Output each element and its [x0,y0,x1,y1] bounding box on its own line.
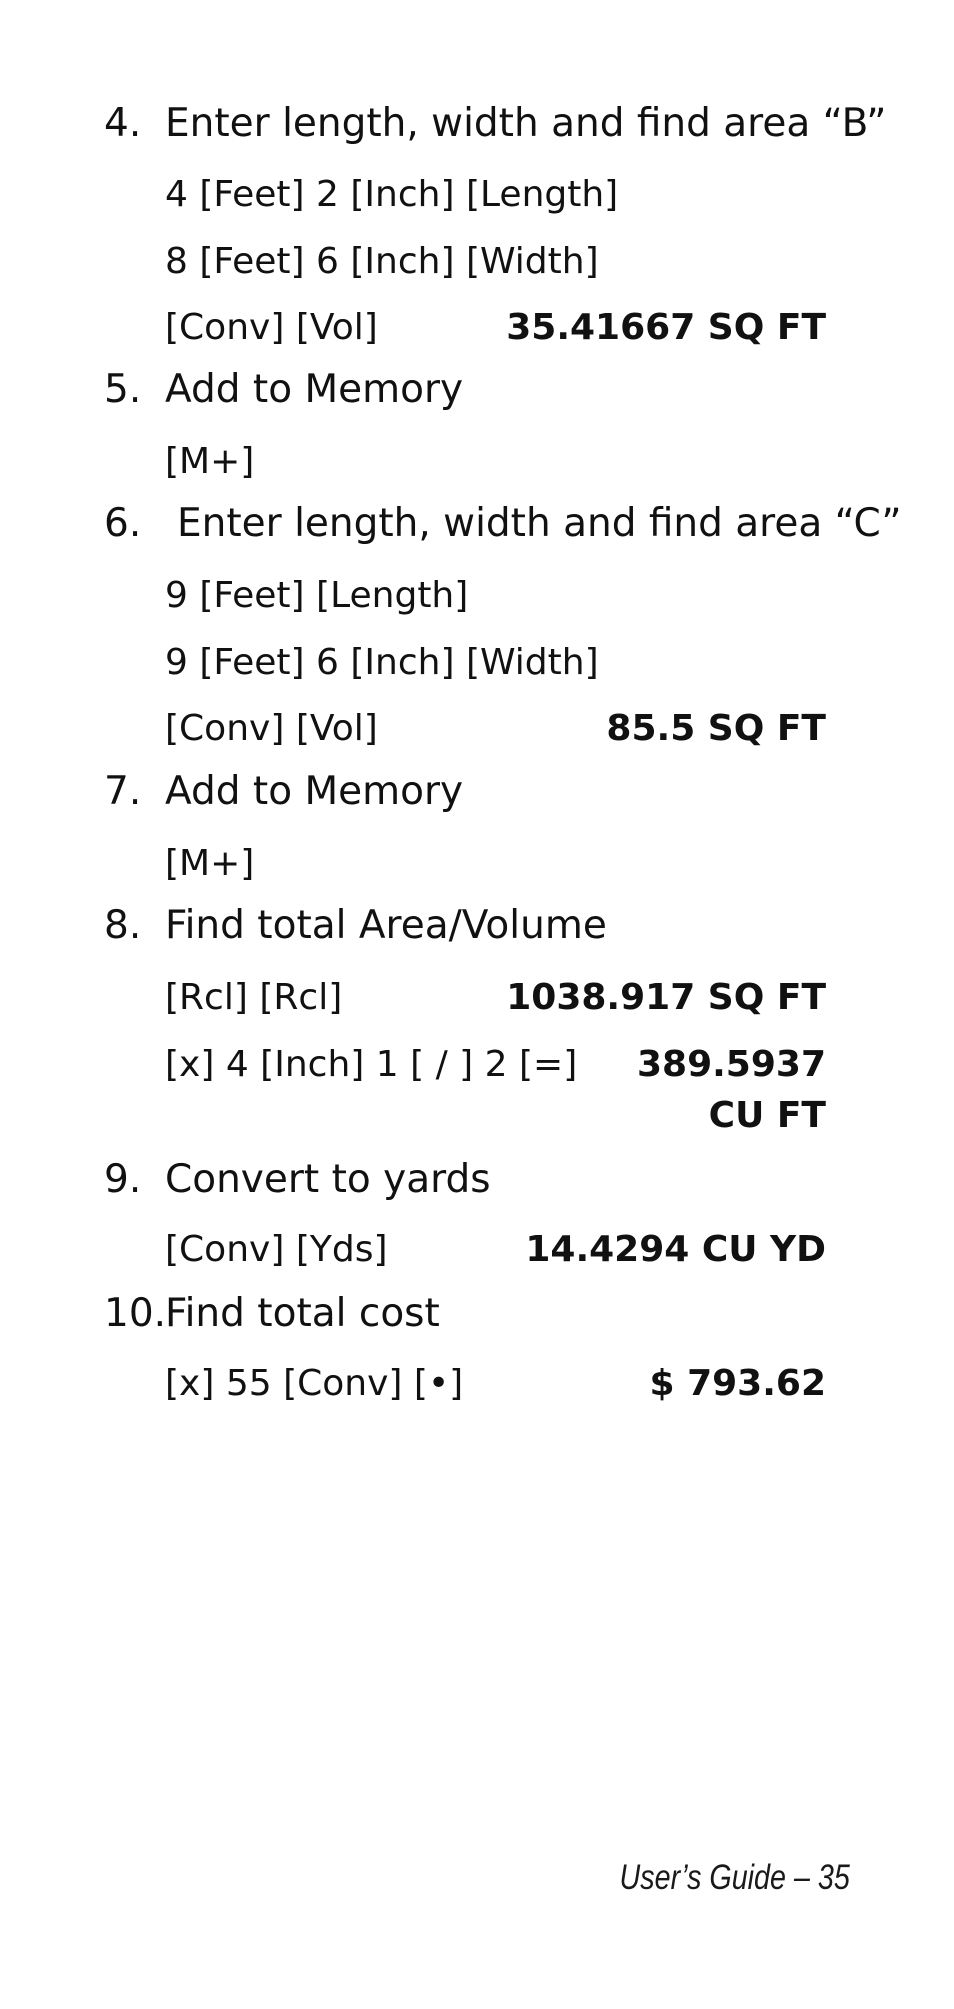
key-sequence: 9 [Feet] 6 [Inch] [Width] [165,642,599,683]
step-number: 10. [104,1291,167,1336]
key-sequence: [M+] [165,843,255,884]
step-6 [104,501,902,548]
step-heading: Find total Area/Volume [165,903,607,948]
key-sequence: 8 [Feet] 6 [Inch] [Width] [165,241,599,282]
display-result: 1038.917 SQ FT [506,977,826,1018]
step-heading: Convert to yards [165,1157,491,1202]
step-number: 9. [104,1157,142,1202]
key-sequence: [Rcl] [Rcl] [165,977,343,1018]
display-result-unit: CU FT [708,1095,826,1136]
step-number: 8. [104,903,142,948]
step-number: 7. [104,769,142,814]
key-sequence: [M+] [165,441,255,482]
step-heading: Enter length, width and find area “B” [165,101,887,146]
key-sequence: 4 [Feet] 2 [Inch] [Length] [165,174,619,215]
step-heading: Add to Memory [165,769,464,814]
step-8 [104,903,864,950]
step-number: 6. [104,501,142,546]
step-10 [104,1291,864,1338]
key-sequence: [x] 55 [Conv] [•] [165,1363,464,1404]
step-heading: Find total cost [165,1291,440,1336]
step-9 [104,1157,864,1204]
display-result: 389.5937 [636,1044,826,1085]
step-heading: Enter length, width and find area “C” [177,501,902,546]
key-sequence: 9 [Feet] [Length] [165,575,469,616]
display-result: 35.41667 SQ FT [506,307,826,348]
page-footer: User’s Guide – 35 [619,1858,850,1897]
display-result: 85.5 SQ FT [606,708,826,749]
key-sequence: [Conv] [Vol] [165,708,378,749]
key-sequence: [x] 4 [Inch] 1 [ / ] 2 [=] [165,1044,578,1085]
key-sequence: [Conv] [Yds] [165,1229,388,1270]
display-result: 14.4294 CU YD [525,1229,826,1270]
display-result: $ 793.62 [649,1363,826,1404]
step-number: 5. [104,367,142,412]
step-heading: Add to Memory [165,367,464,412]
step-number: 4. [104,101,142,146]
key-sequence: [Conv] [Vol] [165,307,378,348]
step-7 [104,769,864,816]
step-4 [104,101,887,148]
step-5 [104,367,864,414]
